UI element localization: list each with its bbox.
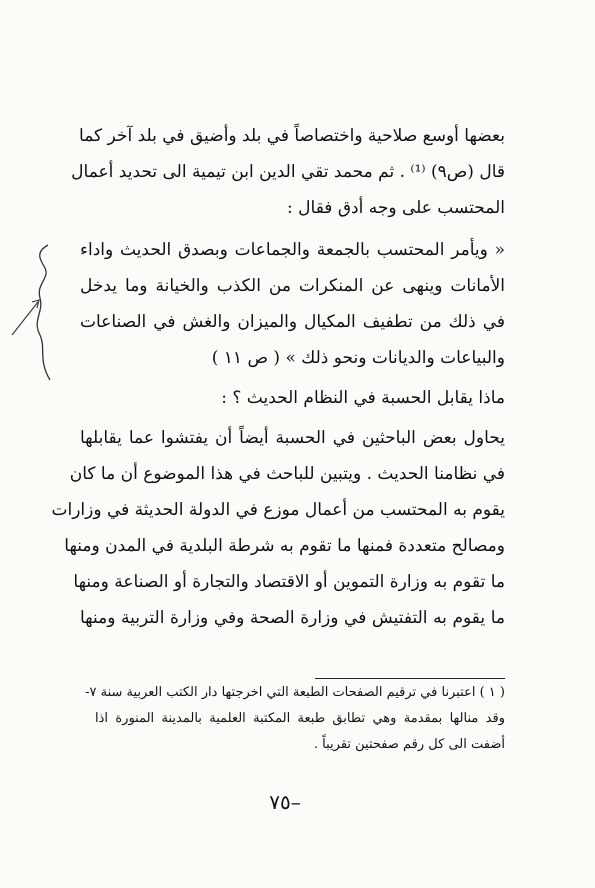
footnotes <box>85 680 505 758</box>
body-line: يحاول بعض الباحثين في الحسبة أيضاً أن يفتشوا عما يقابلها <box>80 428 505 448</box>
main-text <box>51 118 505 636</box>
section-heading: ماذا يقابل الحسبة في النظام الحديث ؟ : <box>221 388 505 408</box>
body-line: قال (ص٩) ⁽¹⁾ . ثم محمد تقي الدين ابن تيمية الى تحديد أعمال <box>71 162 505 182</box>
footnote-line: وقد منالها بمقدمة وهي تطابق طبعة المكتبة العلمية بالمدينة المنورة اذا <box>95 711 505 726</box>
body-line: بعضها أوسع صلاحية واختصاصاً في بلد وأضيق في بلد آخر كما <box>79 126 505 146</box>
quote-line: في ذلك من تطفيف المكيال والميزان والغش في الصناعات <box>80 312 505 332</box>
body-line: المحتسب على وجه أدق فقال : <box>287 198 505 218</box>
handwritten-margin-bracket <box>10 240 70 390</box>
quote-line: الأمانات وينهى عن المنكرات من الكذب والخيانة وما يدخل <box>80 276 505 296</box>
footnote-line: أضفت الى كل رقم صفحتين تقريباً . <box>313 737 505 752</box>
quote-line: والبياعات والديانات ونحو ذلك » ( ص ١١ ) <box>211 348 505 368</box>
body-line: ما يقوم به التفتيش في وزارة الصحة وفي وزارة التربية ومنها <box>80 608 505 628</box>
page-number: –٧٥ <box>269 790 301 814</box>
body-line: في نظامنا الحديث . ويتبين للباحث في هذا الموضوع أن ما كان <box>69 464 505 484</box>
footnote-line: ( ١ ) اعتبرنا في ترقيم الصفحات الطبعة التي اخرجتها دار الكتب العربية سنة ٧- <box>85 685 505 700</box>
body-line: ومصالح متعددة فمنها ما تقوم به شرطة البلدية في المدن ومنها <box>64 536 505 556</box>
body-line: ما تقوم به وزارة التموين أو الاقتصاد والتجارة أو الصناعة ومنها <box>73 572 505 592</box>
body-line: يقوم به المحتسب من أعمال موزع في الدولة الحديثة في وزارات <box>51 500 505 520</box>
quote-line: « ويأمر المحتسب بالجمعة والجماعات وبصدق الحديث واداء <box>80 240 505 260</box>
footnote-divider <box>315 678 505 679</box>
